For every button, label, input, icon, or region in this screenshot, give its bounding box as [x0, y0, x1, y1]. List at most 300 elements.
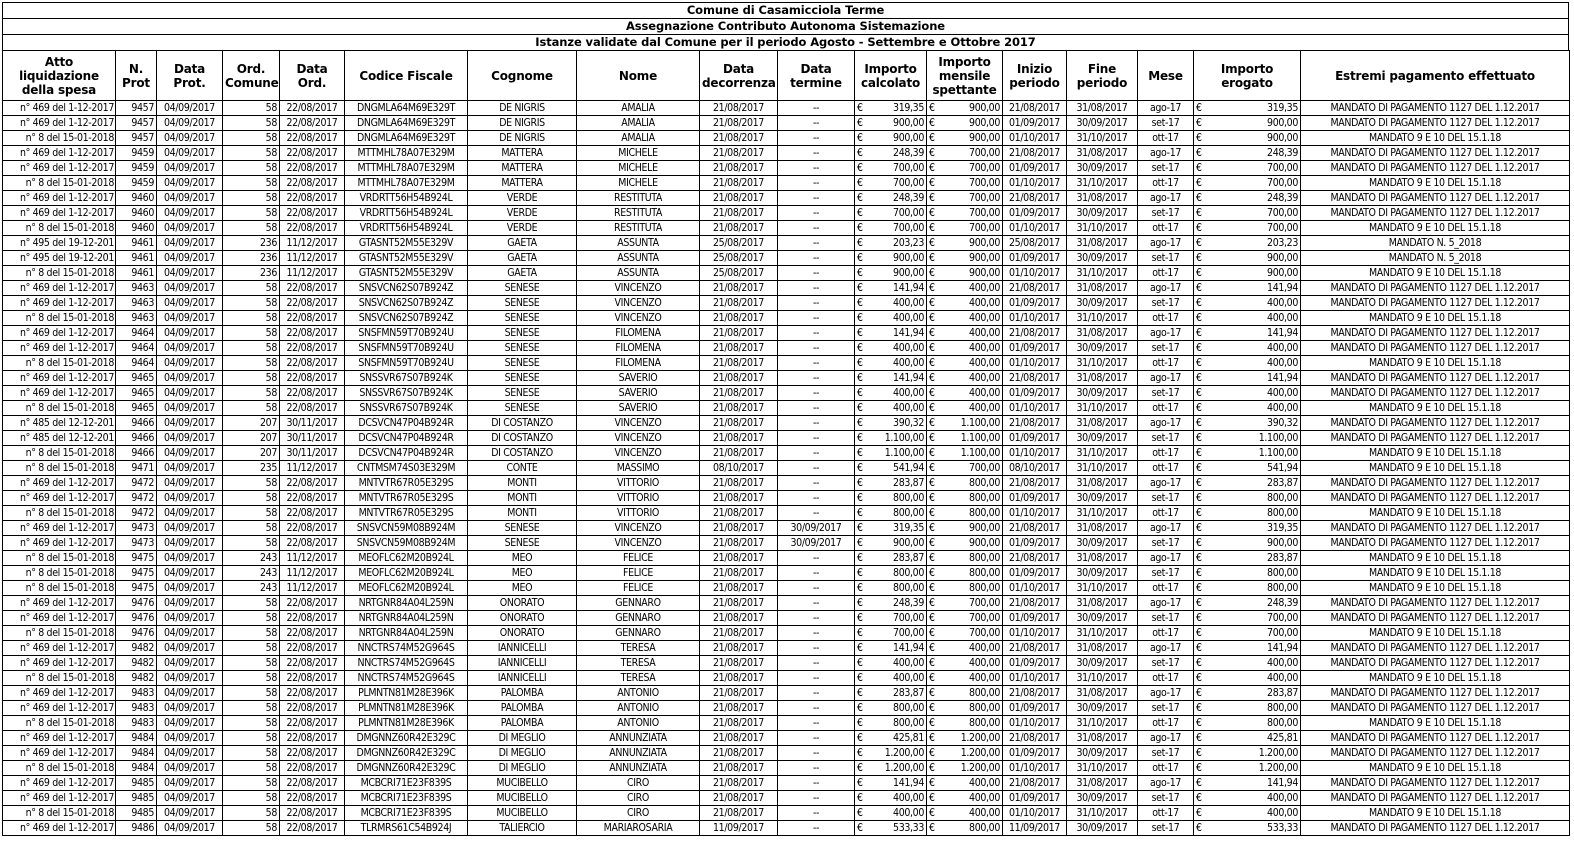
amount-value: 900,00	[969, 267, 1000, 279]
cognome-cell: VERDE	[468, 191, 577, 206]
decorrenza-cell: 21/08/2017	[700, 506, 778, 521]
amount-value: 400,00	[893, 297, 924, 309]
cognome-cell: SENESE	[468, 356, 577, 371]
euro-symbol: €	[1196, 252, 1202, 264]
amount-value: 283,87	[893, 552, 924, 564]
codice-fiscale-cell: DMGNNZ60R42E329C	[345, 761, 468, 776]
nome-cell: VITTORIO	[577, 491, 700, 506]
col-cognome: Cognome	[468, 51, 577, 101]
euro-symbol: €	[929, 342, 935, 354]
fine-cell: 31/08/2017	[1067, 641, 1138, 656]
codice-fiscale-cell: SNSVCN59M08B924M	[345, 536, 468, 551]
decorrenza-cell: 21/08/2017	[700, 311, 778, 326]
amount-value: 141,94	[893, 777, 924, 789]
importo-calcolato-cell	[855, 596, 927, 611]
amount-value: 141,94	[893, 642, 924, 654]
decorrenza-cell: 21/08/2017	[700, 641, 778, 656]
data-ord-cell: 30/11/2017	[280, 431, 345, 446]
euro-symbol: €	[929, 222, 935, 234]
codice-fiscale-cell: MNTVTR67R05E329S	[345, 476, 468, 491]
col-data-prot: Data Prot.	[157, 51, 223, 101]
euro-symbol: €	[857, 177, 863, 189]
amount-value: 700,00	[893, 207, 924, 219]
data-prot-cell: 04/09/2017	[157, 401, 223, 416]
ord-cell: 58	[223, 746, 280, 761]
codice-fiscale-cell: SNSVCN59M08B924M	[345, 521, 468, 536]
cognome-cell: IANNICELLI	[468, 641, 577, 656]
cognome-cell: DI COSTANZO	[468, 446, 577, 461]
importo-erogato-cell	[1194, 236, 1301, 251]
atto-cell: n° 469 del 1-12-2017	[3, 611, 116, 626]
importo-erogato-cell	[1194, 581, 1301, 596]
importo-calcolato-cell	[855, 716, 927, 731]
euro-symbol: €	[1196, 237, 1202, 249]
importo-erogato-cell	[1194, 746, 1301, 761]
amount-value: 700,00	[969, 597, 1000, 609]
atto-cell: n° 8 del 15-01-2018	[3, 551, 116, 566]
amount-value: 319,35	[893, 102, 924, 114]
importo-mensile-cell	[927, 266, 1003, 281]
prot-cell: 9466	[116, 431, 157, 446]
amount-value: 900,00	[1267, 117, 1298, 129]
importo-mensile-cell	[927, 506, 1003, 521]
euro-symbol: €	[929, 612, 935, 624]
data-prot-cell: 04/09/2017	[157, 221, 223, 236]
nome-cell: FILOMENA	[577, 356, 700, 371]
prot-cell: 9475	[116, 551, 157, 566]
termine-cell: --	[778, 161, 855, 176]
euro-symbol: €	[1196, 192, 1202, 204]
table-row	[3, 791, 1570, 806]
amount-value: 141,94	[893, 372, 924, 384]
importo-calcolato-cell	[855, 431, 927, 446]
importo-calcolato-cell	[855, 656, 927, 671]
mese-cell: ott-17	[1138, 671, 1194, 686]
importo-mensile-cell	[927, 416, 1003, 431]
termine-cell: --	[778, 356, 855, 371]
cognome-cell: DI MEGLIO	[468, 761, 577, 776]
euro-symbol: €	[929, 447, 935, 459]
euro-symbol: €	[1196, 462, 1202, 474]
fine-cell: 31/10/2017	[1067, 716, 1138, 731]
amount-value: 400,00	[1267, 387, 1298, 399]
importo-erogato-cell	[1194, 161, 1301, 176]
pagamento-cell: MANDATO 9 E 10 DEL 15.1.18	[1301, 131, 1570, 146]
prot-cell: 9482	[116, 671, 157, 686]
importo-erogato-cell	[1194, 341, 1301, 356]
prot-cell: 9475	[116, 581, 157, 596]
decorrenza-cell: 25/08/2017	[700, 266, 778, 281]
importo-calcolato-cell	[855, 626, 927, 641]
euro-symbol: €	[929, 462, 935, 474]
prot-cell: 9463	[116, 296, 157, 311]
inizio-cell: 01/10/2017	[1003, 311, 1067, 326]
mese-cell: ott-17	[1138, 716, 1194, 731]
amount-value: 900,00	[893, 252, 924, 264]
cognome-cell: IANNICELLI	[468, 656, 577, 671]
table-row	[3, 386, 1570, 401]
importo-erogato-cell	[1194, 686, 1301, 701]
atto-cell: n° 8 del 15-01-2018	[3, 446, 116, 461]
decorrenza-cell: 21/08/2017	[700, 746, 778, 761]
amount-value: 400,00	[1267, 672, 1298, 684]
importo-mensile-cell	[927, 806, 1003, 821]
euro-symbol: €	[857, 687, 863, 699]
pagamento-cell: MANDATO DI PAGAMENTO 1127 DEL 1.12.2017	[1301, 701, 1570, 716]
amount-value: 541,94	[893, 462, 924, 474]
nome-cell: ASSUNTA	[577, 266, 700, 281]
codice-fiscale-cell: VRDRTT56H54B924L	[345, 221, 468, 236]
fine-cell: 31/08/2017	[1067, 476, 1138, 491]
ord-cell: 58	[223, 716, 280, 731]
euro-symbol: €	[857, 357, 863, 369]
inizio-cell: 21/08/2017	[1003, 281, 1067, 296]
cognome-cell: SENESE	[468, 401, 577, 416]
decorrenza-cell: 21/08/2017	[700, 701, 778, 716]
euro-symbol: €	[929, 162, 935, 174]
codice-fiscale-cell: VRDRTT56H54B924L	[345, 206, 468, 221]
fine-cell: 30/09/2017	[1067, 386, 1138, 401]
importo-calcolato-cell	[855, 161, 927, 176]
amount-value: 800,00	[969, 717, 1000, 729]
data-ord-cell: 22/08/2017	[280, 806, 345, 821]
importo-erogato-cell	[1194, 491, 1301, 506]
codice-fiscale-cell: NNCTRS74M52G964S	[345, 671, 468, 686]
codice-fiscale-cell: TLRMRS61C54B924J	[345, 821, 468, 836]
mese-cell: set-17	[1138, 296, 1194, 311]
pagamento-cell: MANDATO 9 E 10 DEL 15.1.18	[1301, 221, 1570, 236]
importo-mensile-cell	[927, 401, 1003, 416]
cognome-cell: MEO	[468, 551, 577, 566]
amount-value: 800,00	[893, 492, 924, 504]
importo-erogato-cell	[1194, 221, 1301, 236]
amount-value: 283,87	[893, 477, 924, 489]
inizio-cell: 11/09/2017	[1003, 821, 1067, 836]
pagamento-cell: MANDATO N. 5_2018	[1301, 236, 1570, 251]
data-prot-cell: 04/09/2017	[157, 371, 223, 386]
nome-cell: RESTITUTA	[577, 221, 700, 236]
amount-value: 800,00	[1267, 492, 1298, 504]
euro-symbol: €	[929, 192, 935, 204]
inizio-cell: 01/10/2017	[1003, 176, 1067, 191]
importo-erogato-cell	[1194, 716, 1301, 731]
table-row	[3, 641, 1570, 656]
euro-symbol: €	[1196, 177, 1202, 189]
pagamento-cell: MANDATO DI PAGAMENTO 1127 DEL 1.12.2017	[1301, 431, 1570, 446]
euro-symbol: €	[1196, 147, 1202, 159]
euro-symbol: €	[929, 372, 935, 384]
col-importo-erogato: Importo erogato	[1194, 51, 1301, 101]
mese-cell: set-17	[1138, 251, 1194, 266]
decorrenza-cell: 21/08/2017	[700, 161, 778, 176]
atto-cell: n° 469 del 1-12-2017	[3, 116, 116, 131]
data-ord-cell: 22/08/2017	[280, 281, 345, 296]
col-codice-fiscale: Codice Fiscale	[345, 51, 468, 101]
amount-value: 248,39	[893, 597, 924, 609]
importo-mensile-cell	[927, 746, 1003, 761]
euro-symbol: €	[929, 147, 935, 159]
euro-symbol: €	[929, 432, 935, 444]
fine-cell: 31/08/2017	[1067, 776, 1138, 791]
amount-value: 400,00	[1267, 792, 1298, 804]
amount-value: 283,87	[1267, 687, 1298, 699]
euro-symbol: €	[857, 147, 863, 159]
cognome-cell: SENESE	[468, 521, 577, 536]
data-ord-cell: 22/08/2017	[280, 326, 345, 341]
decorrenza-cell: 21/08/2017	[700, 341, 778, 356]
nome-cell: TERESA	[577, 641, 700, 656]
table-row	[3, 506, 1570, 521]
importo-erogato-cell	[1194, 116, 1301, 131]
data-ord-cell: 11/12/2017	[280, 581, 345, 596]
euro-symbol: €	[857, 807, 863, 819]
cognome-cell: SENESE	[468, 296, 577, 311]
decorrenza-cell: 21/08/2017	[700, 431, 778, 446]
euro-symbol: €	[1196, 507, 1202, 519]
importo-erogato-cell	[1194, 671, 1301, 686]
cognome-cell: MONTI	[468, 476, 577, 491]
pagamento-cell: MANDATO DI PAGAMENTO 1127 DEL 1.12.2017	[1301, 146, 1570, 161]
ord-cell: 58	[223, 731, 280, 746]
codice-fiscale-cell: CNTMSM74S03E329M	[345, 461, 468, 476]
amount-value: 800,00	[969, 687, 1000, 699]
importo-calcolato-cell	[855, 326, 927, 341]
prot-cell: 9463	[116, 311, 157, 326]
inizio-cell: 01/09/2017	[1003, 296, 1067, 311]
nome-cell: FILOMENA	[577, 341, 700, 356]
fine-cell: 31/10/2017	[1067, 131, 1138, 146]
amount-value: 900,00	[893, 267, 924, 279]
euro-symbol: €	[857, 582, 863, 594]
cognome-cell: DI MEGLIO	[468, 731, 577, 746]
data-ord-cell: 22/08/2017	[280, 761, 345, 776]
codice-fiscale-cell: SNSFMN59T70B924U	[345, 356, 468, 371]
codice-fiscale-cell: DNGMLA64M69E329T	[345, 116, 468, 131]
ord-cell: 58	[223, 296, 280, 311]
fine-cell: 31/10/2017	[1067, 266, 1138, 281]
mese-cell: ott-17	[1138, 176, 1194, 191]
amount-value: 700,00	[1267, 222, 1298, 234]
amount-value: 1.100,00	[960, 447, 1000, 459]
prot-cell: 9466	[116, 446, 157, 461]
atto-cell: n° 469 del 1-12-2017	[3, 641, 116, 656]
amount-value: 141,94	[1267, 372, 1298, 384]
pagamento-cell: MANDATO 9 E 10 DEL 15.1.18	[1301, 356, 1570, 371]
amount-value: 800,00	[969, 822, 1000, 834]
data-ord-cell: 22/08/2017	[280, 776, 345, 791]
importo-calcolato-cell	[855, 221, 927, 236]
cognome-cell: SENESE	[468, 536, 577, 551]
mese-cell: ott-17	[1138, 356, 1194, 371]
amount-value: 700,00	[969, 192, 1000, 204]
nome-cell: VINCENZO	[577, 296, 700, 311]
mese-cell: ago-17	[1138, 371, 1194, 386]
fine-cell: 31/08/2017	[1067, 551, 1138, 566]
euro-symbol: €	[1196, 117, 1202, 129]
importo-mensile-cell	[927, 356, 1003, 371]
amount-value: 400,00	[1267, 297, 1298, 309]
euro-symbol: €	[1196, 312, 1202, 324]
termine-cell: --	[778, 686, 855, 701]
euro-symbol: €	[929, 132, 935, 144]
euro-symbol: €	[929, 357, 935, 369]
cognome-cell: ONORATO	[468, 596, 577, 611]
data-prot-cell: 04/09/2017	[157, 746, 223, 761]
amount-value: 400,00	[969, 792, 1000, 804]
euro-symbol: €	[857, 792, 863, 804]
amount-value: 700,00	[1267, 627, 1298, 639]
importo-erogato-cell	[1194, 506, 1301, 521]
euro-symbol: €	[1196, 132, 1202, 144]
importo-mensile-cell	[927, 191, 1003, 206]
importo-calcolato-cell	[855, 116, 927, 131]
fine-cell: 30/09/2017	[1067, 701, 1138, 716]
euro-symbol: €	[857, 132, 863, 144]
euro-symbol: €	[857, 207, 863, 219]
mese-cell: set-17	[1138, 791, 1194, 806]
importo-mensile-cell	[927, 761, 1003, 776]
pagamento-cell: MANDATO DI PAGAMENTO 1127 DEL 1.12.2017	[1301, 746, 1570, 761]
euro-symbol: €	[929, 747, 935, 759]
table-row	[3, 446, 1570, 461]
cognome-cell: MUCIBELLO	[468, 776, 577, 791]
euro-symbol: €	[1196, 597, 1202, 609]
nome-cell: GENNARO	[577, 596, 700, 611]
amount-value: 900,00	[1267, 267, 1298, 279]
amount-value: 425,81	[1267, 732, 1298, 744]
termine-cell: --	[778, 626, 855, 641]
nome-cell: VITTORIO	[577, 476, 700, 491]
data-prot-cell: 04/09/2017	[157, 191, 223, 206]
euro-symbol: €	[929, 492, 935, 504]
nome-cell: ANNUNZIATA	[577, 746, 700, 761]
inizio-cell: 01/10/2017	[1003, 131, 1067, 146]
importo-erogato-cell	[1194, 731, 1301, 746]
atto-cell: n° 469 del 1-12-2017	[3, 371, 116, 386]
decorrenza-cell: 21/08/2017	[700, 686, 778, 701]
importo-mensile-cell	[927, 821, 1003, 836]
codice-fiscale-cell: MCBCRI71E23F839S	[345, 776, 468, 791]
euro-symbol: €	[1196, 612, 1202, 624]
prot-cell: 9459	[116, 161, 157, 176]
amount-value: 900,00	[969, 252, 1000, 264]
importo-erogato-cell	[1194, 191, 1301, 206]
termine-cell: --	[778, 701, 855, 716]
importo-mensile-cell	[927, 566, 1003, 581]
data-ord-cell: 22/08/2017	[280, 506, 345, 521]
amount-value: 1.100,00	[1258, 447, 1298, 459]
amount-value: 400,00	[969, 807, 1000, 819]
importo-calcolato-cell	[855, 251, 927, 266]
euro-symbol: €	[857, 387, 863, 399]
ord-cell: 58	[223, 821, 280, 836]
amount-value: 900,00	[893, 132, 924, 144]
prot-cell: 9473	[116, 536, 157, 551]
col-importo-mensile: Importo mensile spettante	[927, 51, 1003, 101]
importo-calcolato-cell	[855, 686, 927, 701]
table-row	[3, 476, 1570, 491]
col-n-prot: N. Prot	[116, 51, 157, 101]
inizio-cell: 01/09/2017	[1003, 431, 1067, 446]
euro-symbol: €	[857, 777, 863, 789]
fine-cell: 30/09/2017	[1067, 656, 1138, 671]
fine-cell: 31/10/2017	[1067, 671, 1138, 686]
data-prot-cell: 04/09/2017	[157, 476, 223, 491]
termine-cell: --	[778, 326, 855, 341]
cognome-cell: TALIERCIO	[468, 821, 577, 836]
fine-cell: 30/09/2017	[1067, 431, 1138, 446]
document-subtitle: Assegnazione Contributo Autonoma Sistemazione	[2, 18, 1569, 34]
ord-cell: 58	[223, 371, 280, 386]
mese-cell: ago-17	[1138, 596, 1194, 611]
importo-calcolato-cell	[855, 236, 927, 251]
euro-symbol: €	[857, 252, 863, 264]
amount-value: 700,00	[969, 177, 1000, 189]
inizio-cell: 21/08/2017	[1003, 731, 1067, 746]
euro-symbol: €	[1196, 477, 1202, 489]
termine-cell: --	[778, 266, 855, 281]
importo-mensile-cell	[927, 476, 1003, 491]
amount-value: 400,00	[893, 672, 924, 684]
nome-cell: FILOMENA	[577, 326, 700, 341]
importo-mensile-cell	[927, 656, 1003, 671]
pagamento-cell: MANDATO DI PAGAMENTO 1127 DEL 1.12.2017	[1301, 491, 1570, 506]
importo-calcolato-cell	[855, 641, 927, 656]
atto-cell: n° 469 del 1-12-2017	[3, 161, 116, 176]
euro-symbol: €	[929, 642, 935, 654]
data-prot-cell: 04/09/2017	[157, 521, 223, 536]
nome-cell: ASSUNTA	[577, 251, 700, 266]
nome-cell: VINCENZO	[577, 431, 700, 446]
mese-cell: ott-17	[1138, 626, 1194, 641]
ord-cell: 58	[223, 536, 280, 551]
inizio-cell: 21/08/2017	[1003, 101, 1067, 116]
atto-cell: n° 469 del 1-12-2017	[3, 146, 116, 161]
euro-symbol: €	[929, 177, 935, 189]
amount-value: 400,00	[893, 807, 924, 819]
mese-cell: set-17	[1138, 116, 1194, 131]
atto-cell: n° 469 del 1-12-2017	[3, 341, 116, 356]
mese-cell: ago-17	[1138, 101, 1194, 116]
amount-value: 800,00	[969, 492, 1000, 504]
mese-cell: ott-17	[1138, 806, 1194, 821]
atto-cell: n° 8 del 15-01-2018	[3, 266, 116, 281]
fine-cell: 31/08/2017	[1067, 146, 1138, 161]
mese-cell: ago-17	[1138, 731, 1194, 746]
data-prot-cell: 04/09/2017	[157, 626, 223, 641]
prot-cell: 9465	[116, 371, 157, 386]
termine-cell: --	[778, 311, 855, 326]
mese-cell: set-17	[1138, 386, 1194, 401]
importo-calcolato-cell	[855, 191, 927, 206]
data-ord-cell: 22/08/2017	[280, 221, 345, 236]
importo-calcolato-cell	[855, 761, 927, 776]
cognome-cell: PALOMBA	[468, 716, 577, 731]
fine-cell: 31/10/2017	[1067, 446, 1138, 461]
inizio-cell: 21/08/2017	[1003, 551, 1067, 566]
importo-mensile-cell	[927, 116, 1003, 131]
amount-value: 283,87	[1267, 477, 1298, 489]
importo-erogato-cell	[1194, 386, 1301, 401]
euro-symbol: €	[1196, 222, 1202, 234]
data-prot-cell: 04/09/2017	[157, 251, 223, 266]
nome-cell: ANNUNZIATA	[577, 731, 700, 746]
importo-erogato-cell	[1194, 326, 1301, 341]
atto-cell: n° 469 del 1-12-2017	[3, 731, 116, 746]
inizio-cell: 21/08/2017	[1003, 416, 1067, 431]
data-ord-cell: 22/08/2017	[280, 626, 345, 641]
amount-value: 283,87	[893, 687, 924, 699]
